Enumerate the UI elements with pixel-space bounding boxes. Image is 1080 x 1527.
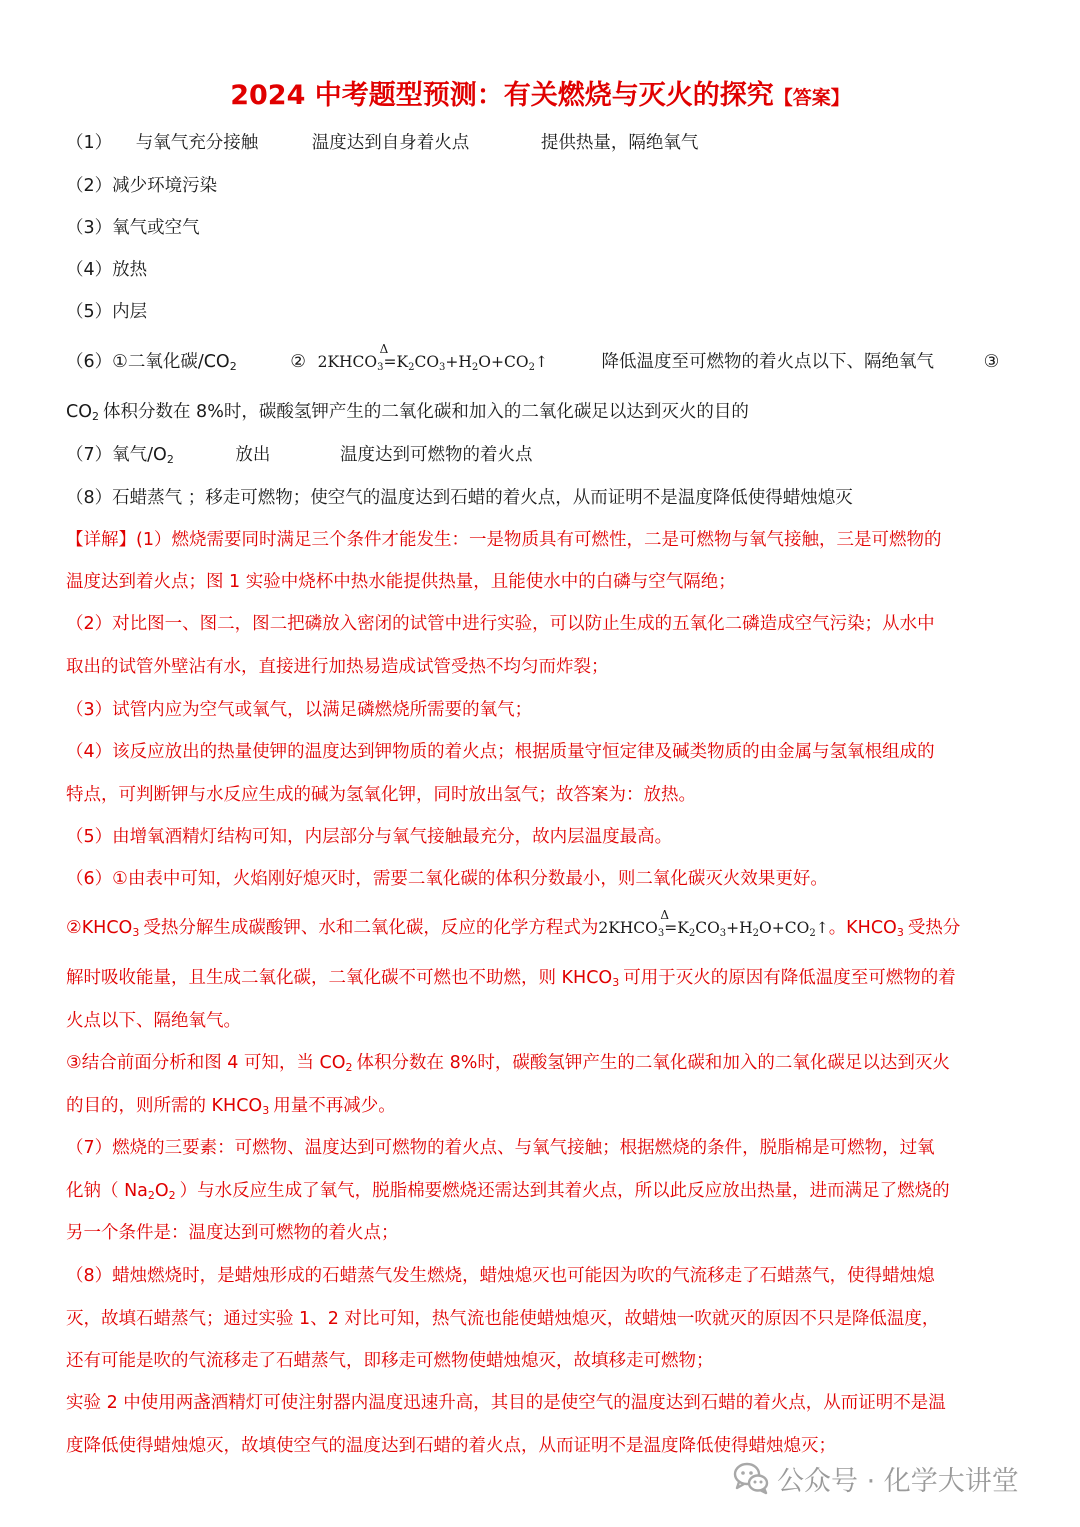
detail-8-line-4: 实验 2 中使用两盏酒精灯可使注射器内温度迅速升高，其目的是使空气的温度达到石蜡的着火点，从而证明不是温 [66,1393,946,1413]
eq-sign: = [383,353,397,371]
subscript: 3 [719,928,727,939]
watermark [733,1452,1019,1504]
subscript: 2 [92,410,99,423]
detail-text: ）与水反应生成了氧气，脱脂棉要燃烧还需达到其着火点，所以此反应放出热量，进而满足了燃烧的 [179,1181,950,1201]
heat-symbol: Δ [379,342,389,356]
formula: ②KHCO [66,918,133,938]
detail-6-line-5 [66,1051,950,1080]
detail-text: 受热分解生成碳酸钾、水和二氧化碳，反应的化学方程式为 [143,918,599,938]
subscript: 2 [147,1189,155,1202]
answer-5: （5）内层 [66,302,148,322]
answer-6-text: 体积分数在 8%时，碳酸氢钾产生的二氧化碳和加入的二氧化碳足以达到灭火的目的 [103,402,749,422]
subscript: 2 [166,453,174,466]
watermark-text: 公众号 · 化学大讲堂 [777,1465,1019,1497]
answer-7-part-1: （7）氧气/O [66,445,167,465]
subscript: 2 [809,928,816,939]
answer-6-part-3: 降低温度至可燃物的着火点以下、隔绝氧气 [601,352,935,372]
subscript: 2 [345,1061,353,1074]
subscript: 2 [229,360,237,373]
detail-text: 可用于灭火的原因有降低温度至可燃物的着 [623,968,956,988]
formula: O [154,1181,169,1201]
detail-1-line-2: 温度达到着火点；图 1 实验中烧杯中热水能提供热量，且能使水中的白磷与空气隔绝； [66,572,736,592]
answer-1-number: （1） [66,133,113,153]
answer-7 [66,443,532,472]
eq-reactant: 2KHCO [598,919,658,937]
answer-8: （8）石蜡蒸气 ；移走可燃物；使空气的温度达到石蜡的着火点，从而证明不是温度降低使得蜡烛熄灭 [66,488,853,508]
heat-symbol: Δ [660,908,669,922]
chemical-equation [317,342,548,380]
detail-6-line-3 [66,966,956,995]
answer-6-mark-2: ② [290,352,306,372]
answer-2: （2）减少环境污染 [66,176,218,196]
eq-product: CO [414,353,440,371]
subscript: 3 [377,362,384,373]
title-tag: 【答案】 [773,87,850,109]
eq-product: K [396,353,409,371]
subscript: 2 [528,362,535,373]
subscript: 3 [612,976,620,989]
subscript: 3 [132,926,140,939]
detail-6-line-2 [66,908,961,946]
detail-4-line-2: 特点，可判断钾与水反应生成的碱为氢氧化钾，同时放出氢气；故答案为：放热。 [66,785,696,805]
eq-reactant: 2KHCO [317,353,378,371]
page-title [0,78,1080,116]
subscript: 2 [168,1189,176,1202]
answer-1 [66,131,698,155]
detail-1-line-1: 【详解】(1）燃烧需要同时满足三个条件才能发生：一是物质具有可燃性，二是可燃物与氧气接触，三是可燃物的 [66,530,942,550]
answer-7-part-3: 温度达到可燃物的着火点 [339,445,533,465]
subscript: 2 [471,362,479,373]
subscript: 3 [896,926,904,939]
eq-product: O+CO [759,919,810,937]
eq-product: +H [726,919,753,937]
answer-1-part-3: 提供热量，隔绝氧气 [540,133,699,153]
detail-text: 解时吸收能量，且生成二氧化碳，二氧化碳不可燃也不助燃，则 KHCO [66,968,613,988]
detail-6-line-6 [66,1094,396,1123]
subscript: 2 [408,362,415,373]
detail-8-line-1: （8）蜡烛燃烧时，是蜡烛形成的石蜡蒸气发生燃烧，蜡烛熄灭也可能因为吹的气流移走了石蜡蒸气，使得蜡烛熄 [66,1266,935,1286]
subscript: 3 [657,928,665,939]
subscript: 3 [439,362,446,373]
answer-6 [66,342,1000,380]
detail-text: 受热分 [907,918,961,938]
eq-product: CO [695,919,720,937]
subscript: 3 [262,1104,270,1117]
chemical-equation-inline [598,908,829,946]
detail-text: 的目的，则所需的 KHCO [66,1096,263,1116]
detail-8-line-3: 还有可能是吹的气流移走了石蜡蒸气，即移走可燃物使蜡烛熄灭，故填移走可燃物； [66,1351,714,1371]
eq-product: +H [445,353,472,371]
detail-2-line-1: （2）对比图一、图二，图二把磷放入密闭的试管中进行实验，可以防止生成的五氧化二磷造成空气污染；从水中 [66,614,935,634]
gas-arrow: ↑ [815,919,829,937]
detail-7-line-2 [66,1179,950,1208]
subscript: 2 [688,928,696,939]
eq-product: O+CO [478,353,529,371]
gas-arrow: ↑ [534,353,548,371]
detail-text: ③结合前面分析和图 4 可知，当 CO [66,1053,346,1073]
title-main: 2024 中考题型预测：有关燃烧与灭火的探究 [230,80,774,111]
subscript: 2 [752,928,760,939]
detail-4-line-1: （4）该反应放出的热量使钾的温度达到钾物质的着火点；根据质量守恒定律及碱类物质的由金属与氢氧根组成的 [66,742,935,762]
detail-6-line-4: 火点以下、隔绝氧气。 [66,1011,241,1031]
formula: CO [66,402,92,422]
detail-3: （3）试管内应为空气或氧气，以满足磷燃烧所需要的氧气； [66,700,533,720]
detail-5: （5）由增氧酒精灯结构可知，内层部分与氧气接触最充分，故内层温度最高。 [66,827,673,847]
formula: 。KHCO [828,918,897,938]
detail-7-line-3: 另一个条件是：温度达到可燃物的着火点； [66,1223,399,1243]
eq-sign: = [664,919,678,937]
wechat-icon [733,1461,769,1495]
detail-2-line-2: 取出的试管外壁沾有水，直接进行加热易造成试管受热不均匀而炸裂； [66,657,609,677]
eq-product: K [677,919,689,937]
detail-text: 化钠（ Na [66,1181,148,1201]
detail-7-line-1: （7）燃烧的三要素：可燃物、温度达到可燃物的着火点、与氧气接触；根据燃烧的条件，脱脂棉是可燃物，过氧 [66,1138,935,1158]
answer-6-continued [66,400,749,429]
detail-text: 体积分数在 8%时，碳酸氢钾产生的二氧化碳和加入的二氧化碳足以达到灭火 [356,1053,950,1073]
detail-8-line-2: 灭，故填石蜡蒸气；通过实验 1、2 对比可知，热气流也能使蜡烛熄灭，故蜡烛一吹就灭的原因不只是降低温度， [66,1309,940,1329]
answer-3: （3）氧气或空气 [66,218,200,238]
answer-1-part-2: 温度达到自身着火点 [311,133,470,153]
answer-1-part-1: 与氧气充分接触 [135,133,259,153]
detail-text: 用量不再减少。 [273,1096,396,1116]
answer-6-part-1: （6）①二氧化碳/CO [66,352,230,372]
detail-6-line-1: （6）①由表中可知，火焰刚好熄灭时，需要二氧化碳的体积分数最小，则二氧化碳灭火效果更好。 [66,869,828,889]
answer-7-part-2: 放出 [235,445,271,465]
answer-6-mark-3: ③ [983,352,1000,372]
answer-4: （4）放热 [66,260,148,280]
detail-8-line-5: 度降低使得蜡烛熄灭，故填使空气的温度达到石蜡的着火点，从而证明不是温度降低使得蜡烛熄灭； [66,1436,836,1456]
